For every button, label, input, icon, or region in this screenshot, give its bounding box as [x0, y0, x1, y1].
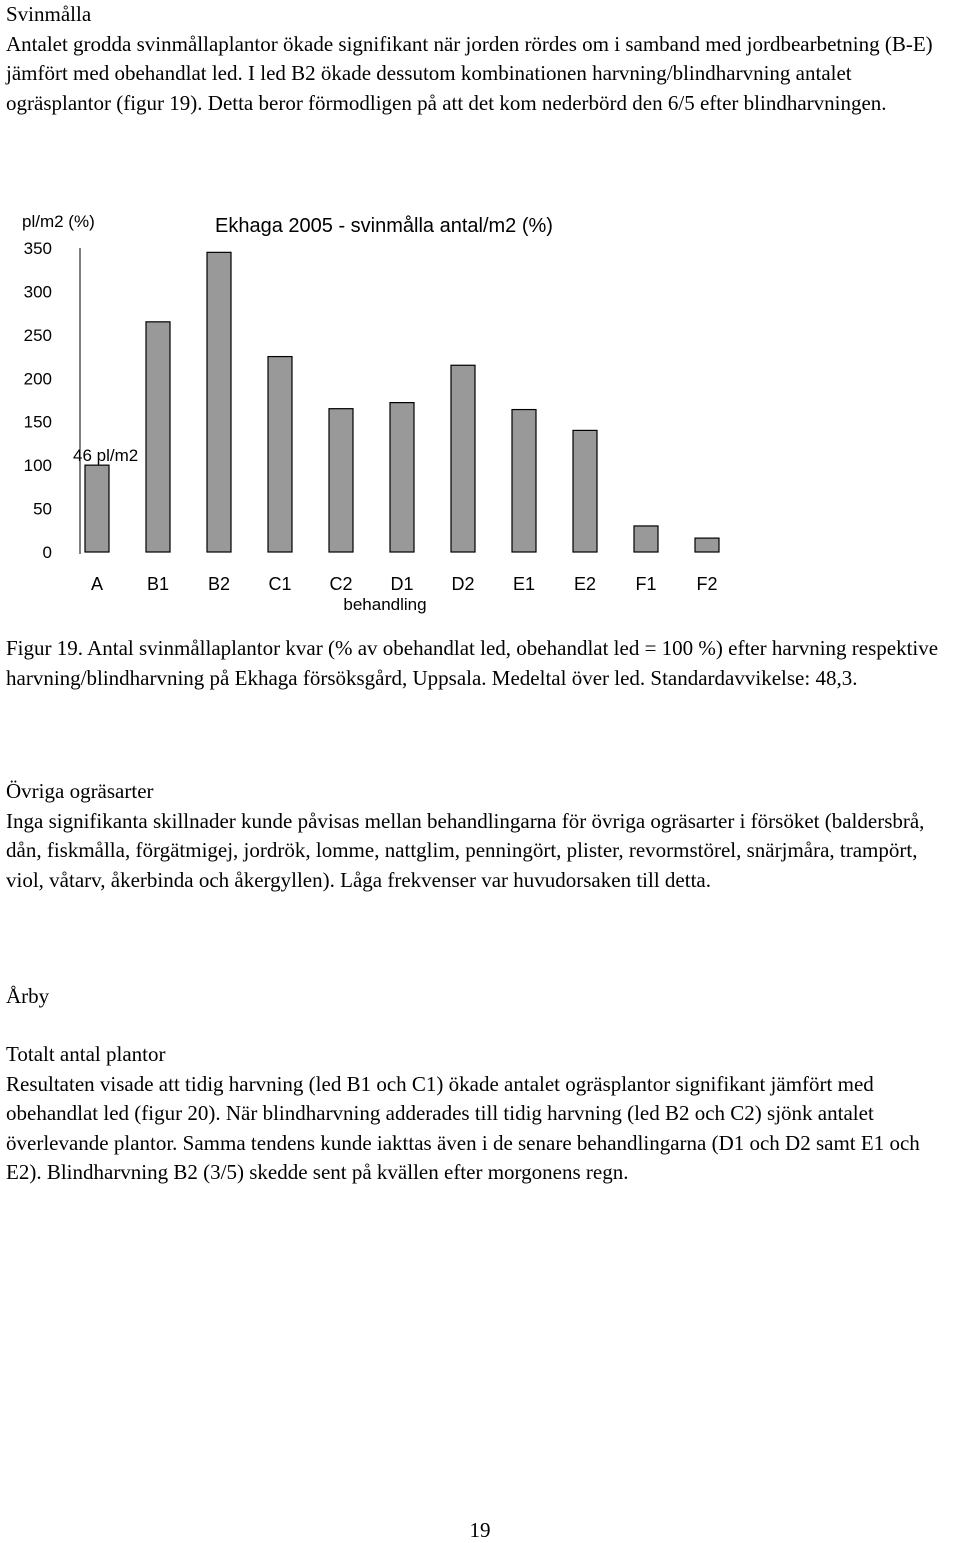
section-heading: Totalt antal plantor — [6, 1042, 166, 1066]
bar — [390, 403, 414, 552]
x-tick-label: C2 — [329, 574, 353, 594]
x-tick-label: F1 — [635, 574, 657, 594]
figure-caption: Figur 19. Antal svinmållaplantor kvar (% av obehandlat led, obehandlat led = 100 %) efter harvning respektive harvning/blindharvning på Ekhaga försöksgård, Uppsala. Medeltal över led. Standardavvikelse: 48,3. — [6, 636, 939, 690]
y-tick-label: 250 — [23, 325, 52, 345]
x-tick-label: B1 — [146, 574, 170, 594]
section-svinmalla — [6, 0, 946, 118]
x-tick-label: D1 — [390, 574, 414, 594]
bar — [207, 252, 231, 552]
section-body: Inga signifikanta skillnader kunde påvisas mellan behandlingarna för övriga ogräsarter i försöket (baldersbrå, dån, fiskmålla, förgätmigej, jordrök, lomme, nattglim, penningört, plister, revormstörel, snärjmåra, trampört, viol, våtarv, åkerbinda och åkergyllen). Låga frekvenser var huvudorsaken till detta. — [6, 808, 925, 892]
bar-chart — [0, 200, 760, 620]
x-tick-label: B2 — [207, 574, 231, 594]
y-axis-label: pl/m2 (%) — [22, 212, 95, 231]
bar — [573, 430, 597, 552]
section-body: Resultaten visade att tidig harvning (led B1 och C1) ökade antalet ogräsplantor signifikant jämfört med obehandlat led (figur 20). När blindharvning adderades till tidig harvning (led B2 och C2) sjönk antalet överlevande plantor. Samma tendens kunde iakttas även i de senare behandlingarna (D1 och D2 samt E1 och E2). Blindharvning B2 (3/5) skedde sent på kvällen efter morgonens regn. — [6, 1071, 920, 1184]
section-ovriga — [6, 777, 946, 895]
bar — [451, 365, 475, 552]
bar-annotation: 46 pl/m2 — [73, 446, 139, 465]
bar — [268, 357, 292, 552]
y-tick-label: 50 — [33, 499, 52, 519]
page-number: 19 — [469, 1518, 491, 1542]
section-heading: Övriga ogräsarter — [6, 779, 154, 803]
section-heading-arby: Årby — [6, 984, 50, 1008]
x-axis-label: behandling — [343, 595, 427, 614]
section-totalt — [6, 1040, 946, 1188]
section-body: Antalet grodda svinmållaplantor ökade signifikant när jorden rördes om i samband med jordbearbetning (B-E) jämfört med obehandlat led. I led B2 ökade dessutom kombinationen harvning/blindharvning antalet ogräsplantor (figur 19). Detta beror förmodligen på att det kom nederbörd den 6/5 efter blindharvningen. — [6, 31, 933, 115]
y-tick-label: 0 — [42, 543, 52, 562]
y-tick-label: 200 — [23, 369, 52, 389]
bar — [85, 465, 109, 552]
bar — [695, 538, 719, 552]
x-tick-label: F2 — [696, 574, 718, 594]
y-tick-label: 150 — [23, 412, 52, 432]
y-tick-label: 300 — [23, 282, 52, 302]
x-tick-label: C1 — [268, 574, 292, 594]
y-tick-label: 350 — [23, 239, 52, 258]
bar — [512, 410, 536, 552]
x-tick-label: A — [90, 574, 104, 594]
bar — [146, 322, 170, 552]
bar — [634, 526, 658, 552]
chart-title: Ekhaga 2005 - svinmålla antal/m2 (%) — [215, 215, 553, 237]
section-heading: Svinmålla — [6, 2, 92, 26]
x-tick-label: E2 — [573, 574, 597, 594]
x-tick-label: D2 — [451, 574, 475, 594]
y-tick-label: 100 — [23, 456, 52, 476]
x-tick-label: E1 — [512, 574, 536, 594]
bar — [329, 409, 353, 552]
